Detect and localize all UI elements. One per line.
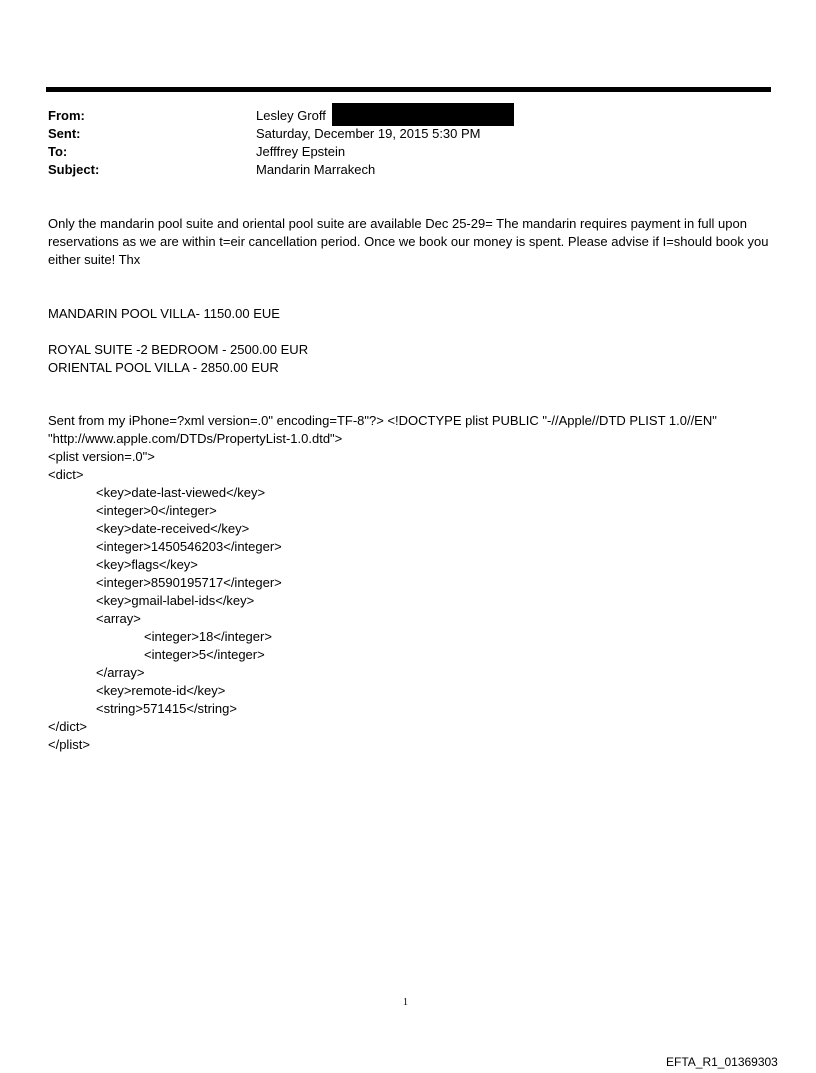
from-value: Lesley Groff — [256, 108, 326, 123]
plist-line: <integer>18</integer> — [144, 629, 272, 644]
plist-line: <integer>1450546203</integer> — [96, 539, 282, 554]
header-divider — [46, 87, 771, 92]
to-value: Jefffrey Epstein — [256, 144, 346, 159]
sent-label: Sent: — [48, 126, 81, 141]
plist-line: Sent from my iPhone=?xml version=.0" encoding=TF-8"?> <!DOCTYPE plist PUBLIC "-//Apple//DTD PLIST 1.0//EN" — [48, 413, 717, 428]
plist-line: <array> — [96, 611, 141, 626]
redaction-box — [332, 103, 514, 126]
to-label: To: — [48, 144, 68, 159]
plist-block — [48, 412, 717, 754]
page-number: 1 — [403, 997, 408, 1008]
plist-line: <integer>5</integer> — [144, 647, 265, 662]
plist-line: <string>571415</string> — [96, 701, 237, 716]
plist-line: <key>date-last-viewed</key> — [96, 485, 266, 500]
plist-line: <key>flags</key> — [96, 557, 198, 572]
plist-line: <dict> — [48, 467, 84, 482]
plist-line: <plist version=.0"> — [48, 449, 155, 464]
plist-line: <key>date-received</key> — [96, 521, 250, 536]
plist-line: <key>gmail-label-ids</key> — [96, 593, 255, 608]
plist-line: </plist> — [48, 737, 90, 752]
subject-value: Mandarin Marrakech — [256, 162, 376, 177]
price-line: ORIENTAL POOL VILLA - 2850.00 EUR — [48, 360, 279, 375]
plist-line: "http://www.apple.com/DTDs/PropertyList-1.0.dtd"> — [48, 431, 343, 446]
subject-label: Subject: — [48, 162, 100, 177]
plist-line: <integer>8590195717</integer> — [96, 575, 282, 590]
plist-line: </dict> — [48, 719, 88, 734]
price-line: MANDARIN POOL VILLA- 1150.00 EUE — [48, 306, 280, 321]
plist-line: <integer>0</integer> — [96, 503, 217, 518]
price-line: ROYAL SUITE -2 BEDROOM - 2500.00 EUR — [48, 342, 309, 357]
message-paragraph: Only the mandarin pool suite and oriental pool suite are available Dec 25-29= The mandarin requires payment in full upon reservations as we are within t=eir cancellation period. Once we book our money is spent. Please advise if I=should book you either suite! Thx — [48, 216, 769, 267]
plist-line: <key>remote-id</key> — [96, 683, 226, 698]
plist-line: </array> — [96, 665, 145, 680]
sent-value: Saturday, December 19, 2015 5:30 PM — [256, 126, 481, 141]
from-label: From: — [48, 108, 85, 123]
bates-number: EFTA_R1_01369303 — [666, 1055, 778, 1069]
